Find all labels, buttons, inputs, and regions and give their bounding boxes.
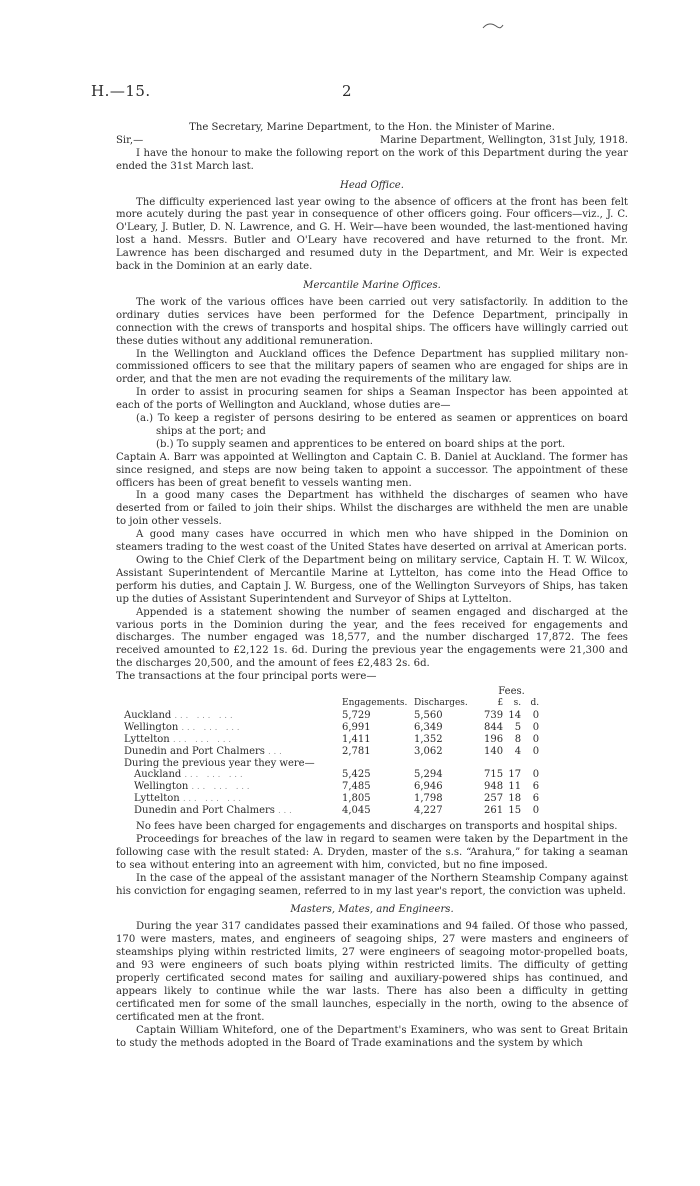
paragraph: A good many cases have occurred in which men who have shipped in the Dominion on steamers trading to the west coast of the United States have deserted on arrival at American ports. xyxy=(116,529,628,554)
letter-header-row xyxy=(116,135,628,148)
shillings-cell: 11 xyxy=(508,781,522,793)
transactions-table xyxy=(124,686,539,817)
shillings-cell: 5 xyxy=(514,721,522,733)
table-row xyxy=(124,746,539,758)
discharges-cell: 5,560 xyxy=(414,709,443,721)
salutation: Sir,— xyxy=(116,134,144,146)
leader-dots: ... ... ... xyxy=(181,722,243,732)
pounds-cell: 257 xyxy=(484,793,504,805)
paragraph: Proceedings for breaches of the law in regard to seamen were taken by the Department in the following case with the result stated: A. Dryden, master of the s.s. “Arahura,” for taking a seaman to sea without entering into an agreement with him, convicted, but no fine imposed. xyxy=(116,833,628,871)
document-body xyxy=(116,122,628,1050)
table-row xyxy=(124,734,539,746)
port-name: Dunedin and Port Chalmers xyxy=(134,805,275,817)
pounds-cell: 739 xyxy=(484,709,504,721)
paragraph: In the Wellington and Auckland offices the Defence Department has supplied military non-commissioned officers to see that the military papers of seamen who are engaged for ships are in order, and that the men are not evading the requirements of the military law. xyxy=(116,348,628,386)
port-name: Lyttelton xyxy=(124,733,170,745)
paragraph: In order to assist in procuring seamen for ships a Seaman Inspector has been appointed at each of the ports of Wellington and Auckland, whose duties are— xyxy=(116,387,628,412)
leader-dots: ... xyxy=(278,806,295,816)
page-number: 2 xyxy=(342,82,352,100)
section-title-mercantile: Mercantile Marine Offices. xyxy=(303,279,441,291)
engagements-header: Engagements. xyxy=(342,697,408,708)
shillings-header: s. xyxy=(513,697,522,708)
shillings-cell: 15 xyxy=(508,805,522,817)
shillings-cell: 18 xyxy=(508,793,522,805)
table-row xyxy=(124,793,539,805)
pence-cell: 6 xyxy=(532,793,540,805)
discharges-cell: 6,349 xyxy=(414,721,443,733)
paragraph: No fees have been charged for engagements and discharges on transports and hospital ships. xyxy=(136,821,618,833)
paragraph: In a good many cases the Department has withheld the discharges of seamen who have deserted from or failed to join their ships. Whilst the discharges are withheld the men are unable to join other vessels. xyxy=(116,490,628,528)
pence-cell: 0 xyxy=(532,805,540,817)
table-row xyxy=(124,781,539,793)
letter-address-line: The Secretary, Marine Department, to the Hon. the Minister of Marine. xyxy=(189,122,555,133)
table-header-fees xyxy=(124,686,539,698)
engagements-cell: 4,045 xyxy=(342,805,371,817)
paragraph: The work of the various offices have been carried out very satisfactorily. In addition to the ordinary duties services have been performed for the Defence Department, principally in connection with the crews of transports and hospital ships. The officers have willingly carried out these duties without any additional remuneration. xyxy=(116,296,628,347)
table-row xyxy=(124,710,539,722)
pounds-cell: 948 xyxy=(484,781,504,793)
pence-cell: 0 xyxy=(532,733,540,745)
table-header xyxy=(124,698,539,710)
paragraph: Captain William Whiteford, one of the Department's Examiners, who was sent to Great Britain to study the methods adopted in the Board of Trade examinations and the system by which xyxy=(116,1024,628,1049)
previous-year-label: During the previous year they were— xyxy=(124,757,315,769)
pencil-mark xyxy=(482,22,504,30)
pence-cell: 0 xyxy=(532,721,540,733)
port-name: Wellington xyxy=(124,721,179,733)
engagements-cell: 5,425 xyxy=(342,769,371,781)
section-title-head-office: Head Office. xyxy=(340,179,404,191)
table-subheading-row xyxy=(124,758,539,770)
pence-cell: 6 xyxy=(532,781,540,793)
engagements-cell: 5,729 xyxy=(342,709,371,721)
pence-cell: 0 xyxy=(532,709,540,721)
place-date: Marine Department, Wellington, 31st July, 1918. xyxy=(380,134,628,146)
port-name: Wellington xyxy=(134,781,189,793)
paragraph: In the case of the appeal of the assistant manager of the Northern Steamship Company against his conviction for engaging seamen, referred to in my last year's report, the conviction was upheld. xyxy=(116,872,628,897)
opening-paragraph: I have the honour to make the following report on the work of this Department during the year ended the 31st March last. xyxy=(116,147,628,172)
list-item-a: (a.) To keep a register of persons desiring to be entered as seamen or apprentices on board ships at the port; and xyxy=(136,413,628,437)
leader-dots: ... ... ... xyxy=(174,710,236,720)
leader-dots: ... ... ... xyxy=(191,782,253,792)
leader-dots: ... ... ... xyxy=(184,770,246,780)
pounds-cell: 844 xyxy=(484,721,504,733)
document-reference: H.—15. xyxy=(91,82,151,100)
engagements-cell: 6,991 xyxy=(342,721,371,733)
section-title-masters: Masters, Mates, and Engineers. xyxy=(290,904,454,916)
leader-dots: ... ... ... xyxy=(182,794,244,804)
engagements-cell: 7,485 xyxy=(342,781,371,793)
port-name: Auckland xyxy=(134,769,182,781)
leader-dots: ... ... ... xyxy=(172,734,234,744)
discharges-cell: 4,227 xyxy=(414,805,443,817)
discharges-cell: 5,294 xyxy=(414,769,443,781)
shillings-cell: 17 xyxy=(508,769,522,781)
engagements-cell: 2,781 xyxy=(342,745,371,757)
discharges-cell: 1,352 xyxy=(414,733,443,745)
pence-header: d. xyxy=(530,697,540,708)
pounds-cell: 196 xyxy=(484,733,504,745)
paragraph: Appended is a statement showing the number of seamen engaged and discharged at the various ports in the Dominion during the year, and the fees received for engagements and discharges. The number engaged was 18,577, and the number discharged 17,872. The fees received amounted to £2,122 1s. 6d. During the previous year the engagements were 21,300 and the discharges 20,500, and the amount of fees £2,483 2s. 6d. xyxy=(116,606,628,670)
paragraph: Owing to the Chief Clerk of the Department being on military service, Captain H. T. W. Wilcox, Assistant Superintendent of Mercantile Marine at Lyttelton, has come into the Head Office to perform his duties, and Captain J. W. Burgess, one of the Wellington Surveyors of Ships, has taken up the duties of Assistant Superintendent and Surveyor of Ships at Lyttelton. xyxy=(116,555,628,605)
engagements-cell: 1,411 xyxy=(342,733,371,745)
table-row xyxy=(124,769,539,781)
discharges-header: Discharges. xyxy=(414,697,468,708)
shillings-cell: 4 xyxy=(514,745,522,757)
fees-header: Fees. xyxy=(498,686,525,698)
pounds-header: £ xyxy=(497,697,504,708)
pounds-cell: 261 xyxy=(484,805,504,817)
list-item-b: (b.) To supply seamen and apprentices to be entered on board ships at the port. xyxy=(156,438,566,450)
discharges-cell: 1,798 xyxy=(414,793,443,805)
port-name: Auckland xyxy=(124,709,172,721)
shillings-cell: 14 xyxy=(508,709,522,721)
paragraph: During the year 317 candidates passed their examinations and 94 failed. Of those who passed, 170 were masters, mates, and engineers of seagoing ships, 27 were masters and engineers of steamships plying within restricted limits, 27 were engineers of seagoing motor-propelled boats, and 93 were engineers of such boats plying within restricted limits. The difficulty of getting properly certificated second mates for sailing and auxiliary-powered ships has continued, and appears likely to continue while the war lasts. There has also been a difficulty in getting certificated men for some of the small launches, especially in the north, owing to the absence of certificated men at the front. xyxy=(116,921,628,1023)
pounds-cell: 715 xyxy=(484,769,504,781)
discharges-cell: 3,062 xyxy=(414,745,443,757)
shillings-cell: 8 xyxy=(514,733,522,745)
port-name: Dunedin and Port Chalmers xyxy=(124,745,265,757)
port-name: Lyttelton xyxy=(134,793,180,805)
paragraph: The difficulty experienced last year owing to the absence of officers at the front has been felt more acutely during the past year in consequence of other officers going. Four officers—viz., J. C. O'Leary, J. Butler, D. N. Lawrence, and G. H. Weir—have been wounded, the last-mentioned having lost a hand. Messrs. Butler and O'Leary have recovered and have returned to the front. Mr. Lawrence has been discharged and resumed duty in the Department, and Mr. Weir is expected back in the Dominion at an early date. xyxy=(116,196,628,273)
pounds-cell: 140 xyxy=(484,745,504,757)
table-row xyxy=(124,722,539,734)
paragraph: Captain A. Barr was appointed at Wellington and Captain C. B. Daniel at Auckland. The former has since resigned, and steps are now being taken to appoint a successor. The appointment of these officers has been of great benefit to vessels wanting men. xyxy=(116,451,628,489)
pence-cell: 0 xyxy=(532,745,540,757)
pence-cell: 0 xyxy=(532,769,540,781)
table-intro: The transactions at the four principal ports were— xyxy=(116,671,377,683)
table-row xyxy=(124,805,539,817)
discharges-cell: 6,946 xyxy=(414,781,443,793)
leader-dots: ... xyxy=(268,746,285,756)
engagements-cell: 1,805 xyxy=(342,793,371,805)
